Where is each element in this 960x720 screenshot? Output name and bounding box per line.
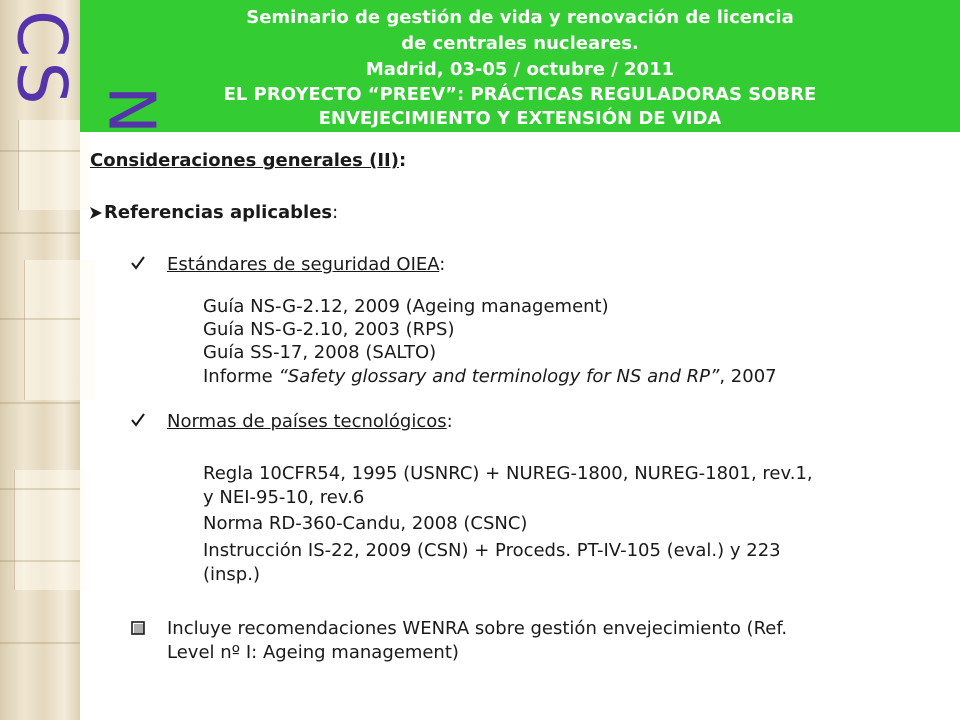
logo-n-text: N (93, 86, 168, 134)
paper-stripe (0, 560, 80, 562)
checkmark-icon (130, 255, 146, 271)
section2-title-colon: : (446, 411, 453, 432)
section2-line: y NEI-95-10, rev.6 (203, 487, 365, 508)
section2-line: (insp.) (203, 564, 260, 585)
logo-cs-text: CS (1, 10, 81, 109)
header-line-4: EL PROYECTO “PREEV”: PRÁCTICAS REGULADORAS SOBRE (223, 84, 817, 105)
section2-line: Instrucción IS-22, 2009 (CSN) + Proceds. PT-IV-105 (eval.) y 223 (203, 540, 781, 561)
section2-line: Regla 10CFR54, 1995 (USNRC) + NUREG-1800, NUREG-1801, rev.1, (203, 463, 813, 484)
section1-item: Guía NS-G-2.10, 2003 (RPS) (203, 319, 455, 340)
header-line-2: de centrales nucleares. (401, 33, 639, 54)
section-heading-colon: : (398, 150, 407, 171)
paper-stripe (0, 150, 80, 152)
references-label-text: Referencias aplicables (104, 202, 333, 223)
section-heading-text: Consideraciones generales (II) (90, 150, 399, 171)
paper-stripe (0, 642, 80, 644)
paper-stripe (0, 318, 80, 320)
references-label-colon: : (332, 202, 339, 223)
paper-layer (18, 120, 89, 210)
section1-title-colon: : (439, 254, 446, 275)
paper-stripe (0, 488, 80, 490)
references-label (104, 202, 338, 224)
csn-logo-cs (1, 2, 81, 126)
report-prefix: Informe (203, 366, 279, 387)
section2-line: Norma RD-360-Candu, 2008 (CSNC) (203, 513, 528, 534)
section1-title-text: Estándares de seguridad OIEA (167, 254, 440, 275)
section1-item: Guía NS-G-2.12, 2009 (Ageing management) (203, 296, 609, 317)
paper-stripe (0, 232, 80, 234)
wenra-note-line-1: Incluye recomendaciones WENRA sobre gestión envejecimiento (Ref. (167, 618, 788, 639)
paper-stripe (0, 402, 80, 404)
section-heading (90, 150, 406, 172)
section2-title (167, 411, 453, 433)
section1-title (167, 254, 445, 276)
square-bullet-icon (131, 621, 145, 635)
report-year: , 2007 (719, 366, 777, 387)
header-line-1: Seminario de gestión de vida y renovación de licencia (246, 7, 794, 28)
report-title: “Safety glossary and terminology for NS and RP” (278, 366, 720, 387)
checkmark-icon (130, 412, 146, 428)
wenra-note-line-2: Level nº I: Ageing management) (167, 642, 459, 663)
section1-item: Guía SS-17, 2008 (SALTO) (203, 342, 437, 363)
section2-title-text: Normas de países tecnológicos (167, 411, 447, 432)
section1-item-report (203, 366, 777, 388)
arrow-bullet-icon (89, 206, 103, 220)
slide-content (80, 132, 960, 720)
header-line-5: ENVEJECIMIENTO Y EXTENSIÓN DE VIDA (318, 108, 722, 129)
header-line-3: Madrid, 03-05 / octubre / 2011 (365, 59, 675, 80)
